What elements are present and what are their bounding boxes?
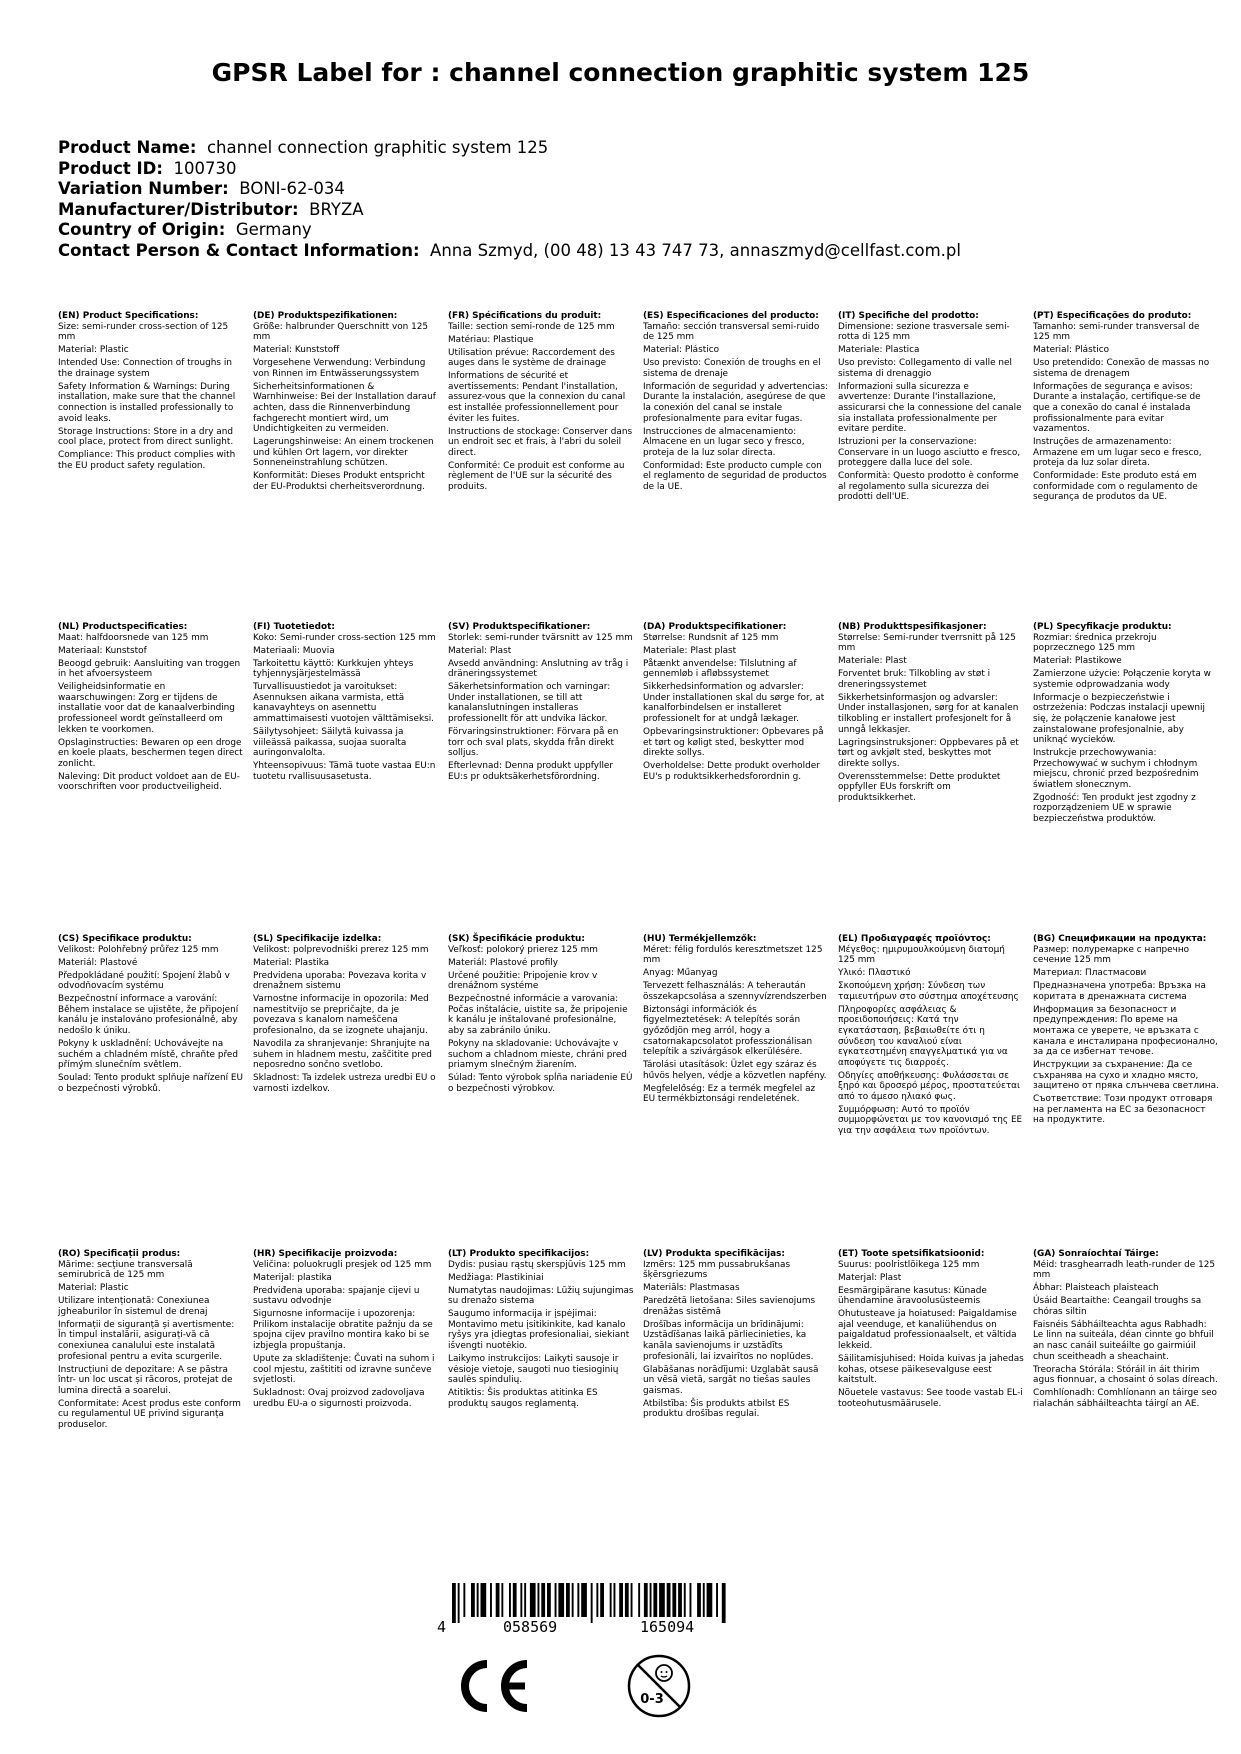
spec-paragraph: Tárolási utasítások: Üzlet egy száraz és hűvös helyen, védje a közvetlen napfény. [643,1060,827,1081]
barcode-bar [678,1583,682,1617]
spec-block-el [838,934,1024,1139]
spec-paragraph: Yhteensopivuus: Tämä tuote vastaa EU:n tuotetu rvallisuusasetusta. [253,761,436,782]
spec-heading: (BG) Спецификации на продукта: [1033,934,1207,944]
spec-paragraph: Säilytysohjeet: Säilytä kuivassa ja viileässä paikassa, suojaa suoralta auringonvalolta. [253,726,407,759]
spec-block-en [58,311,244,474]
barcode-bar [477,1583,479,1617]
spec-paragraph: Instrukcje przechowywania: Przechowywać w suchym i chłodnym miejscu, chronić przed bezpośrednim światłem słonecznym. [1033,748,1199,790]
ce-mark-icon [453,1658,533,1718]
spec-paragraph: Lagringsinstruksjoner: Oppbevares på et tørt og avkjølt sted, beskyttes mot direkte sollys. [838,737,1019,769]
spec-block-it [838,311,1024,505]
barcode-bar [697,1583,701,1617]
spec-paragraph: Μέγεθος: ημιρυμουλκούμενη διατομή 125 mm [838,944,1005,966]
spec-block-lv [643,1249,829,1422]
spec-paragraph: Sukladnost: Ovaj proizvod zadovoljava uredbu EU-a o sigurnosti proizvoda. [253,1388,425,1409]
spec-paragraph: Numatytas naudojimas: Lūžių sujungimas su drenažo sistema [448,1285,634,1307]
spec-paragraph: Conformidade: Este produto está em conformidade com o regulamento de segurança de produtos da UE. [1033,471,1198,503]
spec-paragraph: Conformité: Ce produit est conforme au règlement de l'UE sur la sécurité des produits. [448,460,625,492]
spec-paragraph: Materiál: Plastové [58,957,138,968]
spec-paragraph: Glabāšanas norādījumi: Uzglabāt sausā un vēsā vietā, sargāt no tiešas saules gaismas. [643,1364,819,1396]
product-name-row [58,138,961,159]
spec-paragraph: Méid: trasghearradh leath-runder de 125 mm [1033,1259,1216,1281]
spec-paragraph: Predviđena uporaba: spajanje cijevi u sustavu odvodnje [253,1285,420,1307]
spec-paragraph: Instrucciones de almacenamiento: Almacene en un lugar seco y fresco, proteja de la luz solar directa. [643,426,805,458]
spec-paragraph: Material: Kunststoff [253,345,340,356]
spec-heading: (LV) Produkta specifikācijas: [643,1249,785,1259]
barcode-bar [610,1583,612,1617]
barcode-bar [644,1583,648,1617]
spec-paragraph: Veiligheidsinformatie en waarschuwingen: Zorg er tijdens de installatie voor dat de kanaalverbinding professioneel wordt geïnstalleerd om lekken te voorkomen. [58,682,235,735]
spec-paragraph: Méret: félig fordulós keresztmetszet 125 mm [643,944,823,966]
spec-paragraph: Zamierzone użycie: Połączenie koryta w systemie odprowadzania wody [1033,669,1211,690]
product-name-value: channel connection graphitic system 125 [206,138,549,157]
spec-heading: (SL) Specifikacije izdelka: [253,934,382,944]
barcode-bar [458,1583,460,1623]
spec-paragraph: Utilizare intenționată: Conexiunea jgheaburilor în sistemul de drenaj [58,1296,210,1317]
spec-heading: (EL) Προδιαγραφές προϊόντος: [838,934,991,944]
spec-block-sk [448,934,634,1097]
barcode-bar [481,1583,487,1617]
spec-paragraph: Veličina: poluokrugli presjek od 125 mm [253,1259,432,1270]
spec-paragraph: Material: Plástico [1033,345,1110,356]
spec-block-sv [448,622,634,785]
barcode-bar [566,1583,570,1617]
spec-block-ro [58,1249,244,1433]
spec-paragraph: Sigurnosne informacije i upozorenja: Prilikom instalacije obratite pažnju da se spojna cijev pravilno montira kako bi se izbjegla propuštanja. [253,1309,433,1351]
spec-heading: (NL) Productspecificaties: [58,622,188,632]
spec-paragraph: Storage Instructions: Store in a dry and cool place, protect from direct sunlight. [58,426,234,448]
spec-paragraph: Istruzioni per la conservazione: Conservare in un luogo asciutto e fresco, proteggere dalla luce del sole. [838,437,1021,469]
spec-heading: (HU) Termékjellemzők: [643,934,757,944]
spec-paragraph: Paredzētā lietošana: Siles savienojums drenāžas sistēmā [643,1296,816,1317]
barcode-bar [667,1583,671,1617]
spec-paragraph: Informações de segurança e avisos: Durante a instalação, certifique-se de que a conexão do canal é instalada profissionalmente para evitar vazamentos. [1033,381,1201,435]
barcode-bar [509,1583,511,1617]
spec-block-pl [1033,622,1219,827]
spec-paragraph: Velikost: polprevodniški prerez 125 mm [253,944,429,955]
product-id-value: 100730 [173,158,237,178]
spec-heading: (RO) Specificații produs: [58,1249,181,1259]
spec-block-lt [448,1249,634,1412]
spec-paragraph: Material: Plastic [58,1283,129,1294]
barcode-bar [722,1583,726,1623]
spec-heading: (ET) Toote spetsifikatsioonid: [838,1249,985,1259]
spec-paragraph: Størrelse: Rundsnit af 125 mm [643,632,779,643]
barcode-bar [653,1583,657,1617]
spec-paragraph: Информация за безопасност и предупреждения: По време на монтажа се уверете, че връзката с канала е инсталирана професионално, за да се избегнат течове. [1033,1004,1218,1058]
spec-paragraph: Instrucțiuni de depozitare: A se păstra într- un loc uscat și răcoros, protejat de lumina directă a soarelui. [58,1364,233,1396]
spec-block-pt [1033,311,1219,505]
spec-paragraph: Conformitate: Acest produs este conform cu regulamentul UE privind siguranța produselor. [58,1398,241,1430]
spec-paragraph: Materiaali: Muovia [253,645,335,656]
spec-paragraph: Tamaño: sección transversal semi-ruido de 125 mm [643,321,820,343]
spec-paragraph: Naleving: Dit product voldoet aan de EU-voorschriften voor productveiligheid. [58,771,240,793]
spec-paragraph: Uso pretendido: Conexão de massas no sistema de drenagem [1033,358,1210,379]
spec-paragraph: Påtænkt anvendelse: Tilslutning af gennemløb i afløbssystemet [643,658,797,680]
spec-block-sl [253,934,439,1097]
spec-paragraph: Skladnost: Ta izdelek ustreza uredbi EU o varnosti izdelkov. [253,1073,436,1094]
spec-paragraph: Pokyny na skladovanie: Uchovávajte v suchom a chladnom mieste, chráni pred priamym slnečným žiarením. [448,1038,627,1071]
spec-paragraph: Lagerungshinweise: An einem trockenen und kühlen Ort lagern, vor direkter Sonneneinstrahlung schützen. [253,437,434,469]
spec-block-da [643,622,829,785]
barcode-bar [572,1583,574,1617]
spec-paragraph: Ohutusteave ja hoiatused: Paigaldamise ajal veenduge, et kanaliühendus on paigaldatud professionaalselt, et vältida lekkeid. [838,1309,1017,1351]
spec-paragraph: Utilisation prévue: Raccordement des auges dans le système de drainage [448,347,615,369]
spec-paragraph: Instructions de stockage: Conserver dans un endroit sec et frais, à l'abri du soleil direct. [448,426,633,458]
spec-paragraph: Dydis: pusiau rąstų skerspjūvis 125 mm [448,1259,626,1270]
contact-value: Anna Szmyd, (00 48) 13 43 747 73, annaszmyd@cellfast.com.pl [430,240,961,260]
spec-paragraph: Určené použitie: Pripojenie krov v drenážnom systéme [448,970,598,992]
spec-paragraph: Soulad: Tento produkt splňuje nařízení EU o bezpečnosti výrobků. [58,1073,244,1094]
spec-paragraph: Instruções de armazenamento: Armazene em um lugar seco e fresco, proteja da luz solar direta. [1033,437,1202,469]
barcode-bar [501,1583,503,1617]
spec-paragraph: Material: Plástico [643,345,720,356]
spec-block-nl [58,622,244,795]
spec-paragraph: Zgodność: Ten produkt jest zgodny z rozporządzeniem UE w sprawie bezpieczeństwa produktów. [1033,792,1196,825]
spec-paragraph: Velikost: Polohřebný průřez 125 mm [58,944,219,955]
spec-paragraph: Předpokládané použití: Spojení žlabů v odvodňovacím systému [58,970,230,992]
barcode-bar [596,1583,598,1617]
page-title: GPSR Label for : channel connection graphitic system 125 [211,58,1030,87]
barcode-bar [631,1583,633,1617]
spec-paragraph: Размер: полуремарке с напречно сечение 125 mm [1033,944,1190,966]
spec-paragraph: Upute za skladištenje: Čuvati na suhom i cool mjestu, zaštititi od izravne sunčeve svjetlosti. [253,1353,435,1386]
barcode-bar [490,1583,492,1617]
manufacturer-label: Manufacturer/Distributor: [58,199,299,219]
spec-block-bg [1033,934,1219,1128]
spec-paragraph: Efterlevnad: Denna produkt uppfyller EU:s pr oduktsäkerhetsförordning. [448,761,614,782]
barcode-bar [524,1583,526,1617]
barcode-bar [703,1583,705,1617]
barcode-bar [684,1583,686,1617]
barcode-digit-first: 4 [437,1618,447,1636]
spec-heading: (LT) Produkto specifikacijos: [448,1249,590,1259]
spec-paragraph: Predvidena uporaba: Povezava korita v drenažnem sistemu [253,970,427,992]
spec-paragraph: Opslaginstructies: Bewaren op een droge en koele plaats, beschermen tegen direct zonlicht. [58,737,243,769]
spec-paragraph: Koko: Semi-runder cross-section 125 mm [253,632,436,643]
spec-heading: (PT) Especificações do produto: [1033,311,1192,321]
product-id-row [58,159,961,180]
spec-heading: (FI) Tuotetiedot: [253,622,335,632]
barcode-bar [471,1583,475,1617]
spec-paragraph: Forventet bruk: Tilkobling av støt i dreneringssystemet [838,669,991,690]
spec-block-hr [253,1249,439,1412]
spec-paragraph: Material: Plastika [253,957,330,968]
spec-paragraph: Bezpečnostné informácie a varovania: Počas inštalácie, uistite sa, že pripojenie k kanálu je inštalované profesionálne, aby sa zabránilo úniku. [448,994,628,1036]
spec-paragraph: Størrelse: Semi-runder tverrsnitt på 125 mm [838,632,1016,654]
spec-paragraph: Rozmiar: średnica przekroju poprzecznego 125 mm [1033,632,1157,654]
spec-block-fr [448,311,634,495]
country-label: Country of Origin: [58,220,226,239]
spec-paragraph: Bezpečnostní informace a varování: Během instalace se ujistěte, že připojení kanálu je instalováno profesionálně, aby nedošlo k úniku. [58,994,239,1036]
variation-number-label: Variation Number: [58,179,229,198]
country-row [58,220,961,241]
spec-paragraph: Taille: section semi-ronde de 125 mm [448,321,615,332]
spec-block-hu [643,934,829,1107]
spec-paragraph: Materiāls: Plastmasas [643,1283,740,1294]
barcode-bar [591,1583,593,1623]
spec-paragraph: Konformität: Dieses Produkt entspricht der EU-Produktsi cherheitsverordnung. [253,471,425,492]
barcode-bar [558,1583,564,1617]
spec-paragraph: Tarkoitettu käyttö: Kurkkujen yhteys tyhjennysjärjestelmässä [253,658,414,680]
barcode-bar [650,1583,652,1617]
spec-heading: (NB) Produkttspesifikasjoner: [838,622,987,632]
spec-paragraph: Beoogd gebruik: Aansluiting van troggen in het afvoersysteem [58,658,241,680]
spec-heading: (FR) Spécifications du produit: [448,311,602,321]
barcode-bar [707,1583,713,1617]
variation-number-row [58,179,961,200]
barcode-bar [520,1583,522,1617]
spec-paragraph: Informazioni sulla sicurezza e avvertenze: Durante l'installazione, assicurarsi che la connessione del canale sia installata professionalmente per evitare perdite. [838,381,1022,435]
barcode-bar [600,1583,604,1617]
spec-paragraph: Intended Use: Connection of troughs in the drainage system [58,358,232,379]
age-warning-text: 0-3 [640,1692,664,1707]
variation-number-value: BONI-62-034 [239,179,345,198]
spec-paragraph: Mărime: secțiune transversală semirubrică de 125 mm [58,1259,193,1281]
barcode-bar [463,1583,465,1617]
spec-paragraph: Turvallisuustiedot ja varoitukset: Asennuksen aikana varmista, että kanavayhteys on asennettu ammattimaisesti vuotojen välttämiseksi. [253,682,435,724]
barcode-bar [541,1583,545,1617]
spec-paragraph: Storlek: semi-runder tvärsnitt av 125 mm [448,632,633,643]
spec-heading: (PL) Specyfikacje produktu: [1033,622,1172,632]
spec-paragraph: Conformità: Questo prodotto è conforme al regolamento sulla sicurezza dei prodotti dell'UE. [838,471,1019,503]
spec-paragraph: Safety Information & Warnings: During installation, make sure that the channel connection is installed professionally to avoid leaks. [58,381,236,424]
spec-block-cs [58,934,244,1097]
spec-paragraph: Anyag: Műanyag [643,968,718,979]
spec-paragraph: Treoracha Stórála: Stóráil in áit thirim agus fionnuar, a chosaint ó solas díreach. [1033,1364,1218,1386]
age-warning-icon [626,1653,692,1723]
spec-paragraph: Υλικό: Πλαστικό [838,968,911,979]
spec-paragraph: Sikkerhedsinformation og advarsler: Under installationen skal du sørge for, at kanalforbindelsen er installeret professionelt for at undgå lækager. [643,682,825,724]
spec-paragraph: Informacje o bezpieczeństwie i ostrzeżenia: Podczas instalacji upewnij się, że połączenie kanałowe jest zainstalowane profesjonalnie, aby uniknąć wycieków. [1033,692,1205,746]
spec-paragraph: Pokyny k uskladnění: Uchovávejte na suchém a chladném místě, chraňte před přímým slunečním světlem. [58,1038,239,1071]
barcode-bar [452,1583,456,1623]
spec-paragraph: Laikymo instrukcijos: Laikyti sausoje ir vėsioje vietoje, saugoti nuo tiesioginių saulės spindulių. [448,1353,619,1386]
spec-paragraph: Uso previsto: Conexión de troughs en el sistema de drenaje [643,358,821,379]
spec-paragraph: Matériau: Plastique [448,334,534,345]
barcode-bar [581,1583,587,1617]
spec-paragraph: Atbilstība: Šis produkts atbilst ES produktu drošības regulai. [643,1398,790,1420]
spec-paragraph: Biztonsági információk és figyelmeztetések: A telepítés során győződjön meg arról, hogy a csatornakapcsolatot professzionálisan telepítik a szivárgások elkerülésére. [643,1004,813,1058]
spec-paragraph: Información de seguridad y advertencias: Durante la instalación, asegúrese de que la conexión del canal se instale profesionalmente para evitar fugas. [643,381,828,424]
spec-paragraph: Материал: Пластмасови [1033,968,1147,979]
spec-paragraph: Materiale: Plastica [838,345,920,356]
spec-paragraph: Comhlíonadh: Comhlíonann an táirge seo rialachán sábháilteachta táirgí an AE. [1033,1388,1217,1409]
spec-paragraph: Suurus: poolristlõikega 125 mm [838,1259,980,1270]
spec-paragraph: Συμμόρφωση: Αυτό το προϊόν συμμορφώνεται με τον κανονισμό της ΕΕ για την ασφάλεια των προϊόντων. [838,1104,1023,1137]
barcode-bars [437,1583,737,1623]
spec-paragraph: Informations de sécurité et avertissements: Pendant l'installation, assurez-vous que la connexion du canal est installée professionnellement pour éviter les fuites. [448,371,626,424]
spec-paragraph: Materiaal: Kunststof [58,645,147,656]
spec-paragraph: Varnostne informacije in opozorila: Med namestitvijo se prepričajte, da je povezava s kanalom nameščena profesionalno, da se izognete uhajanju. [253,994,429,1036]
spec-heading: (IT) Specifiche del prodotto: [838,311,979,321]
country-value: Germany [235,220,312,239]
barcode-bar [638,1583,640,1617]
product-name-label: Product Name: [58,138,197,157]
spec-paragraph: Sicherheitsinformationen & Warnhinweise: Bei der Installation darauf achten, dass die Rinnenverbindung fachgerecht montiert wird, um Undichtigkeiten zu vermeiden. [253,381,436,435]
spec-block-fi [253,622,439,785]
spec-paragraph: Compliance: This product complies with the EU product safety regulation. [58,450,236,471]
spec-paragraph: Förvaringsinstruktioner: Förvara på en torr och sval plats, skydda från direkt solljus. [448,726,619,759]
spec-paragraph: Súlad: Tento výrobok spĺňa nariadenie EÚ o bezpečnosti výrobkov. [448,1073,633,1094]
spec-paragraph: Dimensione: sezione trasversale semi-rotta di 125 mm [838,321,1010,343]
spec-paragraph: Navodila za shranjevanje: Shranjujte na suhem in hladnem mestu, zaščitite pred neposredno sončno svetlobo. [253,1038,432,1071]
spec-heading: (CS) Specifikace produktu: [58,934,192,944]
barcode-bar [614,1583,616,1617]
spec-block-es [643,311,829,495]
spec-heading: (DE) Produktspezifikationen: [253,311,398,321]
spec-heading: (DA) Produktspecifikationer: [643,622,787,632]
spec-paragraph: Veľkosť: polokorý prierez 125 mm [448,944,598,955]
spec-paragraph: Materijal: plastika [253,1272,332,1283]
spec-paragraph: Materiale: Plast [838,656,907,667]
spec-heading: (EN) Product Specifications: [58,311,199,321]
spec-paragraph: Opbevaringsinstruktioner: Opbevares på et tørt og køligt sted, beskytter mod direkte sollys. [643,726,824,759]
spec-paragraph: Medžiaga: Plastikiniai [448,1272,544,1283]
barcode-bar [577,1583,579,1617]
spec-heading: (SK) Špecifikácie produktu: [448,934,585,944]
spec-heading: (ES) Especificaciones del producto: [643,311,819,321]
barcode-bar [659,1583,665,1617]
spec-paragraph: Materjal: Plast [838,1272,902,1283]
barcode-bar [619,1583,623,1617]
spec-paragraph: Σκοπούμενη χρήση: Σύνδεση των ταμιευτήρων στο σύστημα αποχέτευσης [838,981,1019,1002]
spec-block-ga [1033,1249,1219,1412]
spec-paragraph: Nõuetele vastavus: See toode vastab EL-i tooteohutusmäärusele. [838,1388,1023,1409]
contact-label: Contact Person & Contact Information: [58,240,420,260]
spec-paragraph: Säkerhetsinformation och varningar: Under installationen, se till att kanalanslutningen installeras professionellt för att undvika läckor. [448,682,611,724]
spec-paragraph: Drošības informācija un brīdinājumi: Uzstādīšanas laikā pārliecinieties, ka kanāla savienojums ir uzstādīts profesionāli, lai izvairītos no noplūdes. [643,1319,814,1362]
manufacturer-value: BRYZA [309,199,364,219]
spec-paragraph: Size: semi-runder cross-section of 125 mm [58,321,229,343]
barcode-bar [555,1583,557,1617]
spec-paragraph: Materiál: Plastové profily [448,957,559,968]
product-id-label: Product ID: [58,158,163,178]
barcode-bar [690,1583,692,1617]
spec-paragraph: Overensstemmelse: Dette produktet oppfyller EUs forskrift om produktsikkerhet. [838,771,1001,803]
spec-paragraph: Materiał: Plastikowe [1033,656,1122,667]
spec-paragraph: Izmērs: 125 mm pussabrukšanas šķērsgriezums [643,1259,791,1281]
spec-paragraph: Materiale: Plast plast [643,645,737,656]
spec-paragraph: Avsedd användning: Anslutning av tråg i dräneringssystemet [448,658,629,680]
spec-paragraph: Uso previsto: Collegamento di valle nel sistema di drenaggio [838,358,1012,379]
barcode-bar [625,1583,629,1617]
manufacturer-row [58,200,961,221]
barcode-bar [496,1583,500,1617]
spec-paragraph: Faisnéis Sábháilteachta agus Rabhadh: Le linn na suiteála, déan cinnte go bhfuil an nasc canáil suiteáilte go gairmiúil chun sceitheadh a sheachaint. [1033,1319,1214,1362]
barcode-digits-left: 058569 [503,1618,558,1636]
spec-paragraph: Предназначена употреба: Връзка на коритата в дренажната система [1033,981,1206,1002]
spec-paragraph: Conformidad: Este producto cumple con el reglamento de seguridad de productos de la UE. [643,460,827,492]
barcode-bar [547,1583,551,1617]
spec-heading: (SV) Produktspecifikationer: [448,622,591,632]
spec-block-et [838,1249,1024,1412]
spec-paragraph: Инструкции за съхранение: Да се съхранява на сухо и хладно място, защитено от пряка слънчева светлина. [1033,1060,1219,1092]
spec-paragraph: Úsáid Beartaithe: Ceangail troughs sa chóras siltin [1033,1296,1202,1317]
spec-paragraph: Tamanho: semi-runder transversal de 125 mm [1033,321,1200,343]
spec-heading: (GA) Sonraíochtaí Táirge: [1033,1249,1159,1259]
spec-block-nb [838,622,1024,806]
barcode-digits-right: 165094 [640,1618,695,1636]
barcode-bar [513,1583,517,1617]
spec-paragraph: Ábhar: Plaisteach plaisteach [1033,1283,1159,1294]
barcode [437,1583,737,1623]
barcode-bar [672,1583,676,1617]
spec-paragraph: Οδηγίες αποθήκευσης: Φυλάσσεται σε ξηρό και δροσερό μέρος, προστατεύεται από το άμεσο ηλιακό φως. [838,1070,1021,1102]
spec-paragraph: Material: Plastic [58,345,129,356]
spec-paragraph: Größe: halbrunder Querschnitt von 125 mm [253,321,429,343]
spec-paragraph: Eesmärgipärane kasutus: Künade ühendamine äravoolusüsteemis [838,1285,987,1307]
spec-heading: (HR) Specifikacije proizvoda: [253,1249,398,1259]
product-info [58,138,961,261]
spec-block-de [253,311,439,495]
barcode-bar [716,1583,718,1617]
barcode-bar [530,1583,536,1617]
spec-paragraph: Overholdelse: Dette produkt overholder EU's p roduktsikkerhedsforordnin g. [643,761,820,782]
spec-paragraph: Съответствие: Този продукт отговаря на регламента на ЕС за безопасност на продуктите. [1033,1094,1213,1126]
spec-paragraph: Maat: halfdoorsnede van 125 mm [58,632,209,643]
spec-paragraph: Säilitamisjuhised: Hoida kuivas ja jahedas kohas, otsese päikesevalguse eest kaitstult. [838,1353,1024,1386]
spec-paragraph: Sikkerhetsinformasjon og advarsler: Under installasjonen, sørg for at kanalen tilkobling er installert profesjonelt for å unngå lekkasjer. [838,692,1019,735]
spec-paragraph: Πληροφορίες ασφάλειας & προειδοποιήσεις: Κατά την εγκατάσταση, βεβαιωθείτε ότι η σύνδεση του καναλιού είναι εγκατεστημένη επαγγελματικά για να αποφύγετε τις διαρροές. [838,1004,1008,1068]
barcode-bar [538,1583,540,1617]
spec-paragraph: Atitiktis: Šis produktas atitinka ES produktų saugos reglamentą. [448,1388,598,1409]
spec-paragraph: Tervezett felhasználás: A teheraután összekapcsolása a szennyvízrendszerben [643,981,827,1002]
spec-paragraph: Informații de siguranță și avertismente: În timpul instalării, asigurați-vă că conexiunea canalului este instalată profesional pentru a evita scurgerile. [58,1319,235,1362]
spec-paragraph: Vorgesehene Verwendung: Verbindung von Rinnen im Entwässerungssystem [253,358,426,379]
spec-paragraph: Saugumo informacija ir įspėjimai: Montavimo metu įsitikinkite, kad kanalo ryšys yra įdiegtas profesionaliai, siekiant išvengti nuotėkio. [448,1309,630,1351]
spec-paragraph: Megfelelőség: Ez a termék megfelel az EU termékbiztonsági rendeletének. [643,1083,816,1105]
spec-paragraph: Material: Plast [448,645,512,656]
contact-row [58,241,961,262]
